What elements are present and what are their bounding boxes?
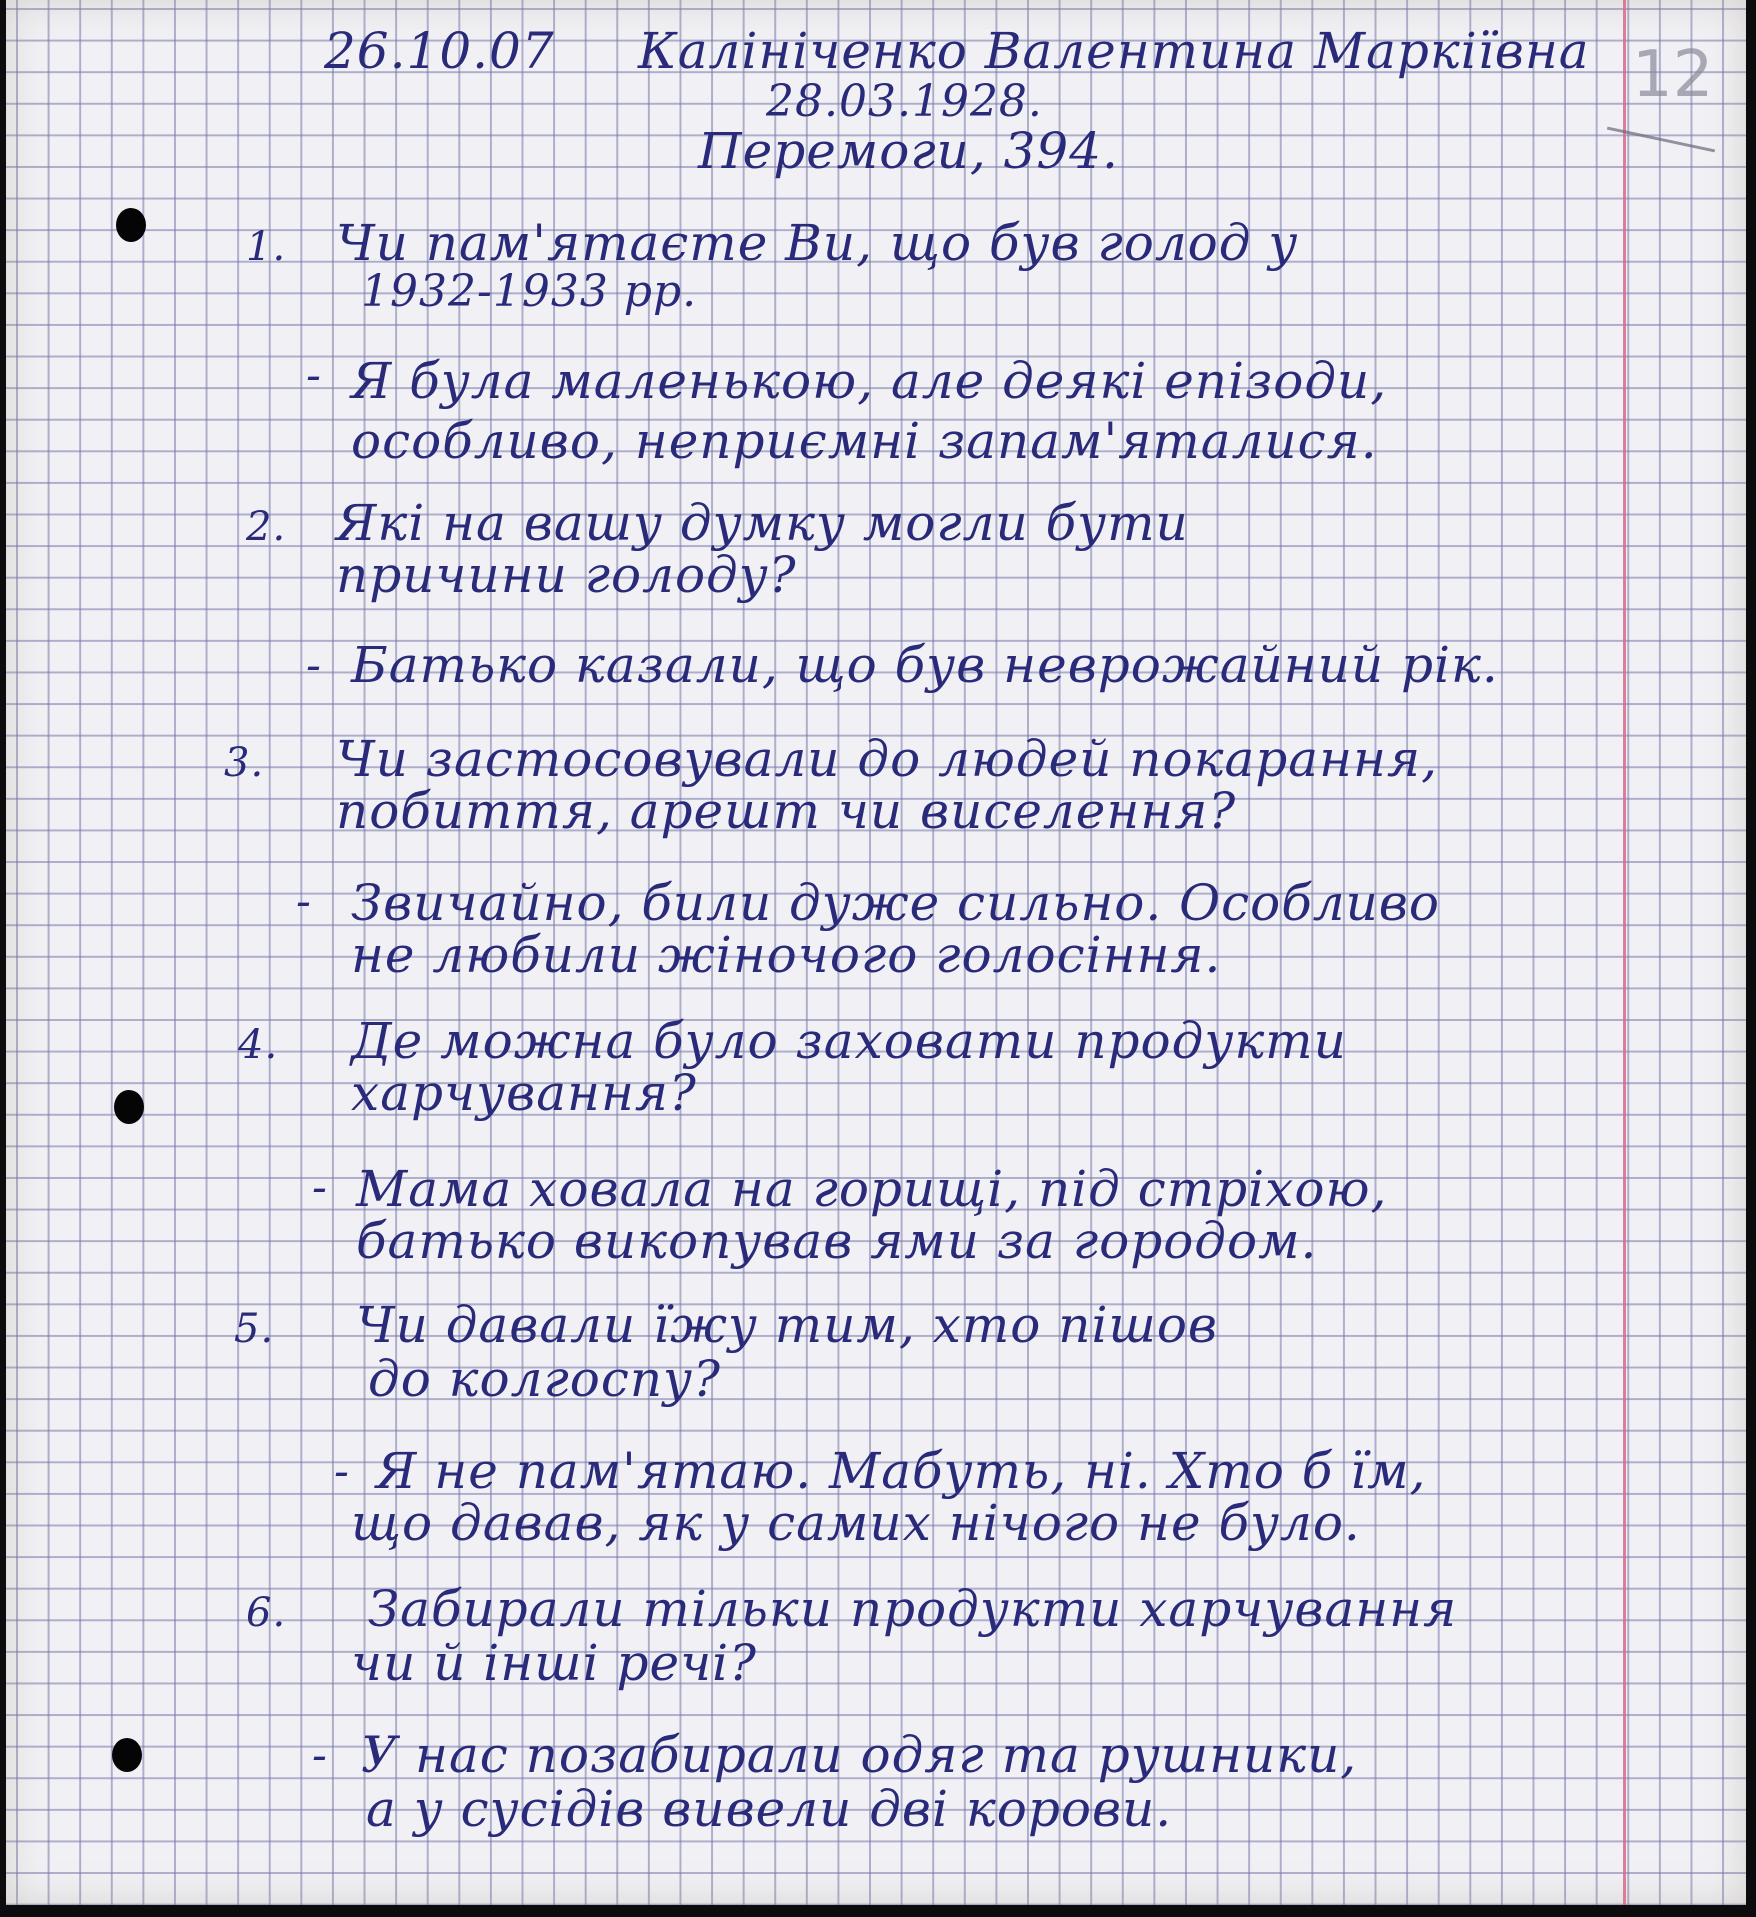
punch-hole-top: [116, 208, 146, 242]
question-line: харчування?: [351, 1064, 697, 1122]
notebook-page: [6, 0, 1746, 1905]
question-number: 6.: [246, 1590, 287, 1636]
birth-date: 28.03.1928.: [766, 76, 1043, 127]
question-line: Які на вашу думку могли бути: [336, 494, 1189, 552]
answer-dash: -: [334, 1446, 350, 1497]
question-number: 4.: [238, 1022, 279, 1068]
question-line: Чи давали їжу тим, хто пішов: [356, 1296, 1219, 1354]
answer-line: Я була маленькою, але деякі епізоди,: [351, 352, 1388, 410]
answer-dash: -: [306, 350, 322, 401]
answer-line: батько викопував ями за городом.: [356, 1212, 1318, 1270]
answer-dash: -: [296, 876, 312, 927]
respondent-name: Калініченко Валентина Маркіївна: [638, 22, 1590, 80]
question-line: Забирали тільки продукти харчування: [368, 1580, 1458, 1638]
answer-line: Звичайно, били дуже сильно. Особливо: [351, 874, 1441, 932]
answer-dash: -: [312, 1162, 328, 1213]
page-number: 12: [1632, 38, 1714, 112]
question-number: 5.: [234, 1306, 275, 1352]
punch-hole-bottom: [112, 1738, 142, 1772]
interview-date: 26.10.07: [324, 22, 555, 80]
question-line: чи й інші речі?: [351, 1634, 757, 1692]
question-line: побиття, арешт чи виселення?: [336, 782, 1237, 840]
answer-dash: -: [312, 1730, 328, 1781]
address: Перемоги, 394.: [698, 122, 1119, 180]
answer-line: а у сусідів вивели дві корови.: [366, 1780, 1173, 1838]
punch-hole-middle: [114, 1090, 144, 1124]
question-number: 2.: [246, 504, 287, 550]
answer-line: що давав, як у самих нічого не було.: [351, 1494, 1361, 1552]
question-line: Де можна було заховати продукти: [351, 1012, 1347, 1070]
answer-line: Мама ховала на горищі, під стріхою,: [356, 1160, 1388, 1218]
question-line: 1932-1933 рр.: [361, 266, 698, 317]
answer-line: не любили жіночого голосіння.: [351, 926, 1222, 984]
question-line: до колгоспу?: [368, 1350, 721, 1408]
question-line: Чи застосовували до людей покарання,: [336, 730, 1438, 788]
margin-line: [1623, 0, 1626, 1905]
answer-line: Батько казали, що був неврожайний рік.: [351, 636, 1499, 694]
question-line: причини голоду?: [336, 546, 797, 604]
question-number: 1.: [246, 224, 287, 270]
answer-line: особливо, неприємні запам'яталися.: [351, 412, 1378, 470]
answer-dash: -: [306, 640, 322, 691]
answer-line: Я не пам'ятаю. Мабуть, ні. Хто б їм,: [376, 1442, 1427, 1500]
question-number: 3.: [224, 740, 265, 786]
question-line: Чи пам'ятаєте Ви, що був голод у: [336, 214, 1299, 272]
answer-line: У нас позабирали одяг та рушники,: [361, 1726, 1358, 1784]
